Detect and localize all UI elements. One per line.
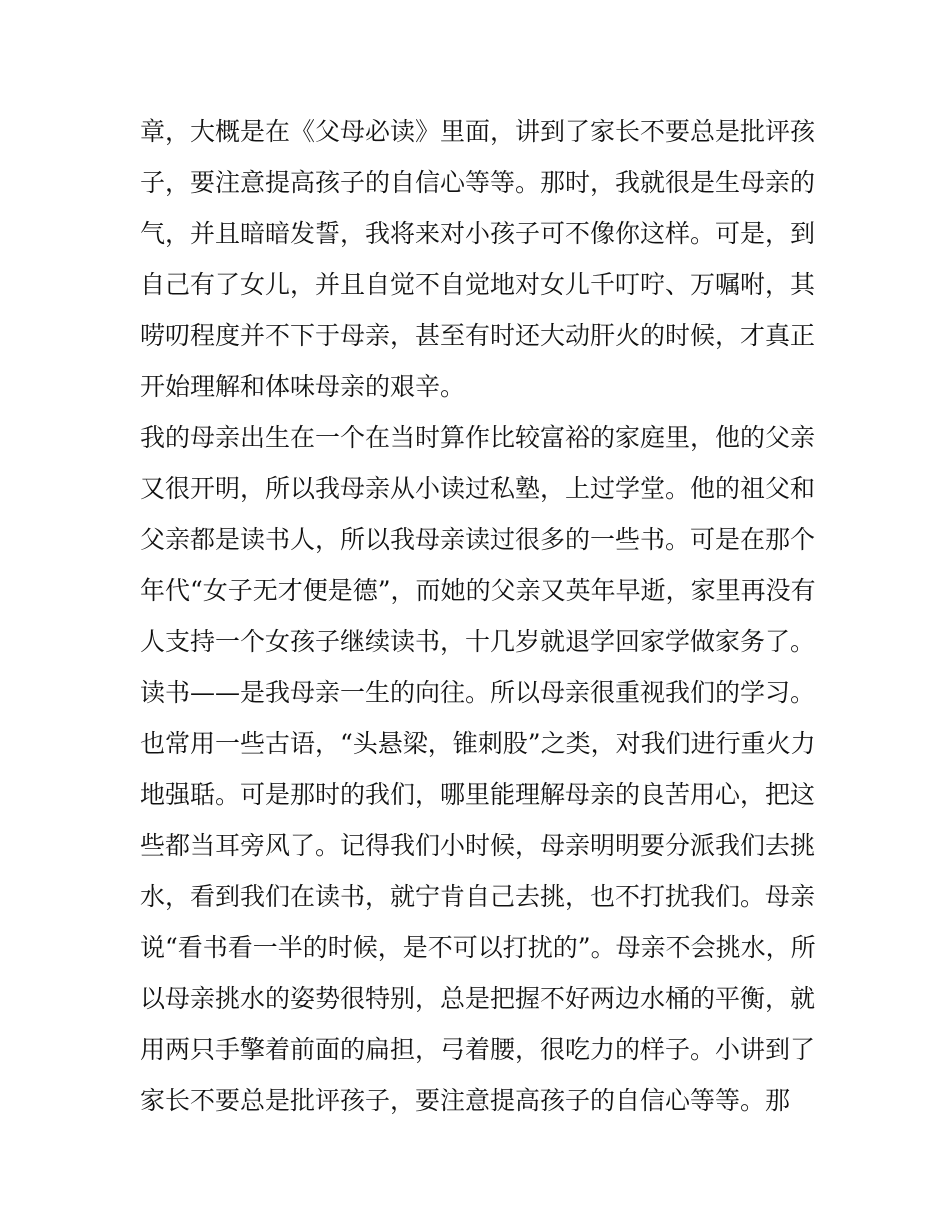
text-line: 家长不要总是批评孩子，要注意提高孩子的自信心等等。那	[140, 1086, 791, 1115]
text-line: 父亲都是读书人，所以我母亲读过很多的一些书。可是在那个	[140, 525, 816, 554]
text-line: 章，大概是在《父母必读》里面，讲到了家长不要总是批评孩	[140, 117, 816, 146]
text-line: 唠叨程度并不下于母亲，甚至有时还大动肝火的时候，才真正	[140, 321, 816, 350]
text-line: 我的母亲出生在一个在当时算作比较富裕的家庭里，他的父亲	[140, 423, 816, 452]
text-line: 用两只手擎着前面的扁担，弓着腰，很吃力的样子。小讲到了	[140, 1035, 816, 1064]
document-body	[140, 106, 820, 1126]
text-line: 人支持一个女孩子继续读书，十几岁就退学回家学做家务了。	[140, 627, 816, 656]
text-line: 又很开明，所以我母亲从小读过私塾，上过学堂。他的祖父和	[140, 474, 816, 503]
text-line: 开始理解和体味母亲的艰辛。	[140, 372, 466, 401]
text-line: 水，看到我们在读书，就宁肯自己去挑，也不打扰我们。母亲	[140, 882, 816, 911]
text-line: 子，要注意提高孩子的自信心等等。那时，我就很是生母亲的	[140, 168, 816, 197]
text-line: 些都当耳旁风了。记得我们小时候，母亲明明要分派我们去挑	[140, 831, 816, 860]
text-line: 说“看书看一半的时候，是不可以打扰的”。母亲不会挑水，所	[140, 933, 816, 962]
text-line: 年代“女子无才便是德”，而她的父亲又英年早逝，家里再没有	[140, 576, 816, 605]
text-line: 以母亲挑水的姿势很特别，总是把握不好两边水桶的平衡，就	[140, 984, 816, 1013]
text-line: 也常用一些古语，“头悬梁，锥刺股”之类，对我们进行重火力	[140, 729, 816, 758]
text-line: 地强聒。可是那时的我们，哪里能理解母亲的良苦用心，把这	[140, 780, 816, 809]
text-line: 自己有了女儿，并且自觉不自觉地对女儿千叮咛、万嘱咐，其	[140, 270, 816, 299]
text-line: 读书——是我母亲一生的向往。所以母亲很重视我们的学习。	[140, 678, 816, 707]
text-line: 气，并且暗暗发誓，我将来对小孩子可不像你这样。可是，到	[140, 219, 816, 248]
